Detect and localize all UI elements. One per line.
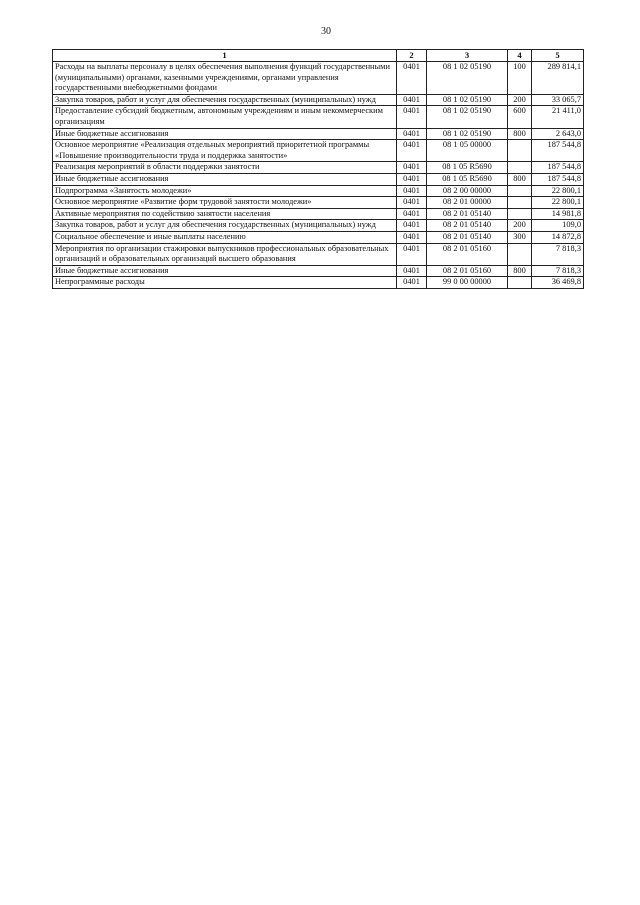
amount-cell: 14 872,8 <box>532 231 584 243</box>
table-header-row <box>53 50 584 62</box>
expense-type-cell: 800 <box>508 265 532 277</box>
table-row <box>53 140 584 162</box>
amount-cell: 21 411,0 <box>532 106 584 128</box>
section-code-cell: 0401 <box>397 243 427 265</box>
table-row <box>53 62 584 95</box>
expense-type-cell <box>508 208 532 220</box>
amount-cell: 7 818,3 <box>532 243 584 265</box>
budget-table <box>52 49 584 289</box>
amount-cell: 22 800,1 <box>532 185 584 197</box>
expense-type-cell: 100 <box>508 62 532 95</box>
section-code-cell: 0401 <box>397 208 427 220</box>
section-code-cell: 0401 <box>397 162 427 174</box>
section-code-cell: 0401 <box>397 106 427 128</box>
expense-name-cell: Закупка товаров, работ и услуг для обеспечения государственных (муниципальных) нужд <box>53 220 397 232</box>
expense-type-cell: 800 <box>508 128 532 140</box>
header-col-2: 2 <box>397 50 427 62</box>
expense-type-cell <box>508 140 532 162</box>
section-code-cell: 0401 <box>397 140 427 162</box>
target-article-cell: 08 2 01 05160 <box>427 243 508 265</box>
target-article-cell: 08 2 01 05140 <box>427 208 508 220</box>
target-article-cell: 08 1 02 05190 <box>427 94 508 106</box>
expense-type-cell: 300 <box>508 231 532 243</box>
section-code-cell: 0401 <box>397 220 427 232</box>
expense-name-cell: Расходы на выплаты персоналу в целях обеспечения выполнения функций государственными (муниципальными) органами, казенными учреждениями, органами управления государственными внебюджетными фондами <box>53 62 397 95</box>
table-row <box>53 243 584 265</box>
expense-type-cell <box>508 162 532 174</box>
target-article-cell: 08 2 01 05140 <box>427 220 508 232</box>
target-article-cell: 08 1 05 R5690 <box>427 173 508 185</box>
table-row <box>53 128 584 140</box>
expense-name-cell: Подпрограмма «Занятость молодежи» <box>53 185 397 197</box>
table-row <box>53 173 584 185</box>
amount-cell: 109,0 <box>532 220 584 232</box>
table-row <box>53 277 584 289</box>
table-row <box>53 220 584 232</box>
expense-type-cell <box>508 185 532 197</box>
section-code-cell: 0401 <box>397 185 427 197</box>
target-article-cell: 99 0 00 00000 <box>427 277 508 289</box>
table-row <box>53 185 584 197</box>
target-article-cell: 08 2 01 00000 <box>427 197 508 209</box>
expense-type-cell <box>508 197 532 209</box>
expense-name-cell: Закупка товаров, работ и услуг для обеспечения государственных (муниципальных) нужд <box>53 94 397 106</box>
amount-cell: 36 469,8 <box>532 277 584 289</box>
target-article-cell: 08 2 01 05140 <box>427 231 508 243</box>
target-article-cell: 08 1 05 R5690 <box>427 162 508 174</box>
header-col-4: 4 <box>508 50 532 62</box>
expense-name-cell: Предоставление субсидий бюджетным, автономным учреждениям и иным некоммерческим организациям <box>53 106 397 128</box>
header-col-5: 5 <box>532 50 584 62</box>
section-code-cell: 0401 <box>397 173 427 185</box>
target-article-cell: 08 1 05 00000 <box>427 140 508 162</box>
section-code-cell: 0401 <box>397 277 427 289</box>
amount-cell: 22 800,1 <box>532 197 584 209</box>
expense-name-cell: Активные мероприятия по содействию занятости населения <box>53 208 397 220</box>
expense-name-cell: Основное мероприятие «Развитие форм трудовой занятости молодежи» <box>53 197 397 209</box>
amount-cell: 289 814,1 <box>532 62 584 95</box>
table-row <box>53 231 584 243</box>
target-article-cell: 08 1 02 05190 <box>427 106 508 128</box>
expense-name-cell: Основное мероприятие «Реализация отдельных мероприятий приоритетной программы «Повышение производительности труда и поддержка занятости» <box>53 140 397 162</box>
table-row <box>53 94 584 106</box>
expense-name-cell: Иные бюджетные ассигнования <box>53 128 397 140</box>
expense-name-cell: Социальное обеспечение и иные выплаты населению <box>53 231 397 243</box>
header-col-1: 1 <box>53 50 397 62</box>
amount-cell: 33 065,7 <box>532 94 584 106</box>
table-row <box>53 265 584 277</box>
table-body <box>53 62 584 289</box>
section-code-cell: 0401 <box>397 62 427 95</box>
target-article-cell: 08 1 02 05190 <box>427 62 508 95</box>
section-code-cell: 0401 <box>397 197 427 209</box>
expense-type-cell: 800 <box>508 173 532 185</box>
table-row <box>53 208 584 220</box>
section-code-cell: 0401 <box>397 231 427 243</box>
expense-name-cell: Мероприятия по организации стажировки выпускников профессиональных образовательных организаций и образовательных организаций высшего образования <box>53 243 397 265</box>
expense-name-cell: Непрограммные расходы <box>53 277 397 289</box>
page-number: 30 <box>321 26 331 37</box>
section-code-cell: 0401 <box>397 94 427 106</box>
table-row <box>53 162 584 174</box>
expense-name-cell: Реализация мероприятий в области поддержки занятости <box>53 162 397 174</box>
expense-name-cell: Иные бюджетные ассигнования <box>53 173 397 185</box>
amount-cell: 14 981,8 <box>532 208 584 220</box>
expense-name-cell: Иные бюджетные ассигнования <box>53 265 397 277</box>
section-code-cell: 0401 <box>397 128 427 140</box>
expense-type-cell <box>508 277 532 289</box>
amount-cell: 7 818,3 <box>532 265 584 277</box>
table-row <box>53 106 584 128</box>
header-col-3: 3 <box>427 50 508 62</box>
amount-cell: 187 544,8 <box>532 140 584 162</box>
expense-type-cell: 200 <box>508 94 532 106</box>
target-article-cell: 08 1 02 05190 <box>427 128 508 140</box>
expense-type-cell: 600 <box>508 106 532 128</box>
target-article-cell: 08 2 00 00000 <box>427 185 508 197</box>
amount-cell: 187 544,8 <box>532 173 584 185</box>
section-code-cell: 0401 <box>397 265 427 277</box>
amount-cell: 2 643,0 <box>532 128 584 140</box>
expense-type-cell: 200 <box>508 220 532 232</box>
target-article-cell: 08 2 01 05160 <box>427 265 508 277</box>
expense-type-cell <box>508 243 532 265</box>
amount-cell: 187 544,8 <box>532 162 584 174</box>
table-row <box>53 197 584 209</box>
